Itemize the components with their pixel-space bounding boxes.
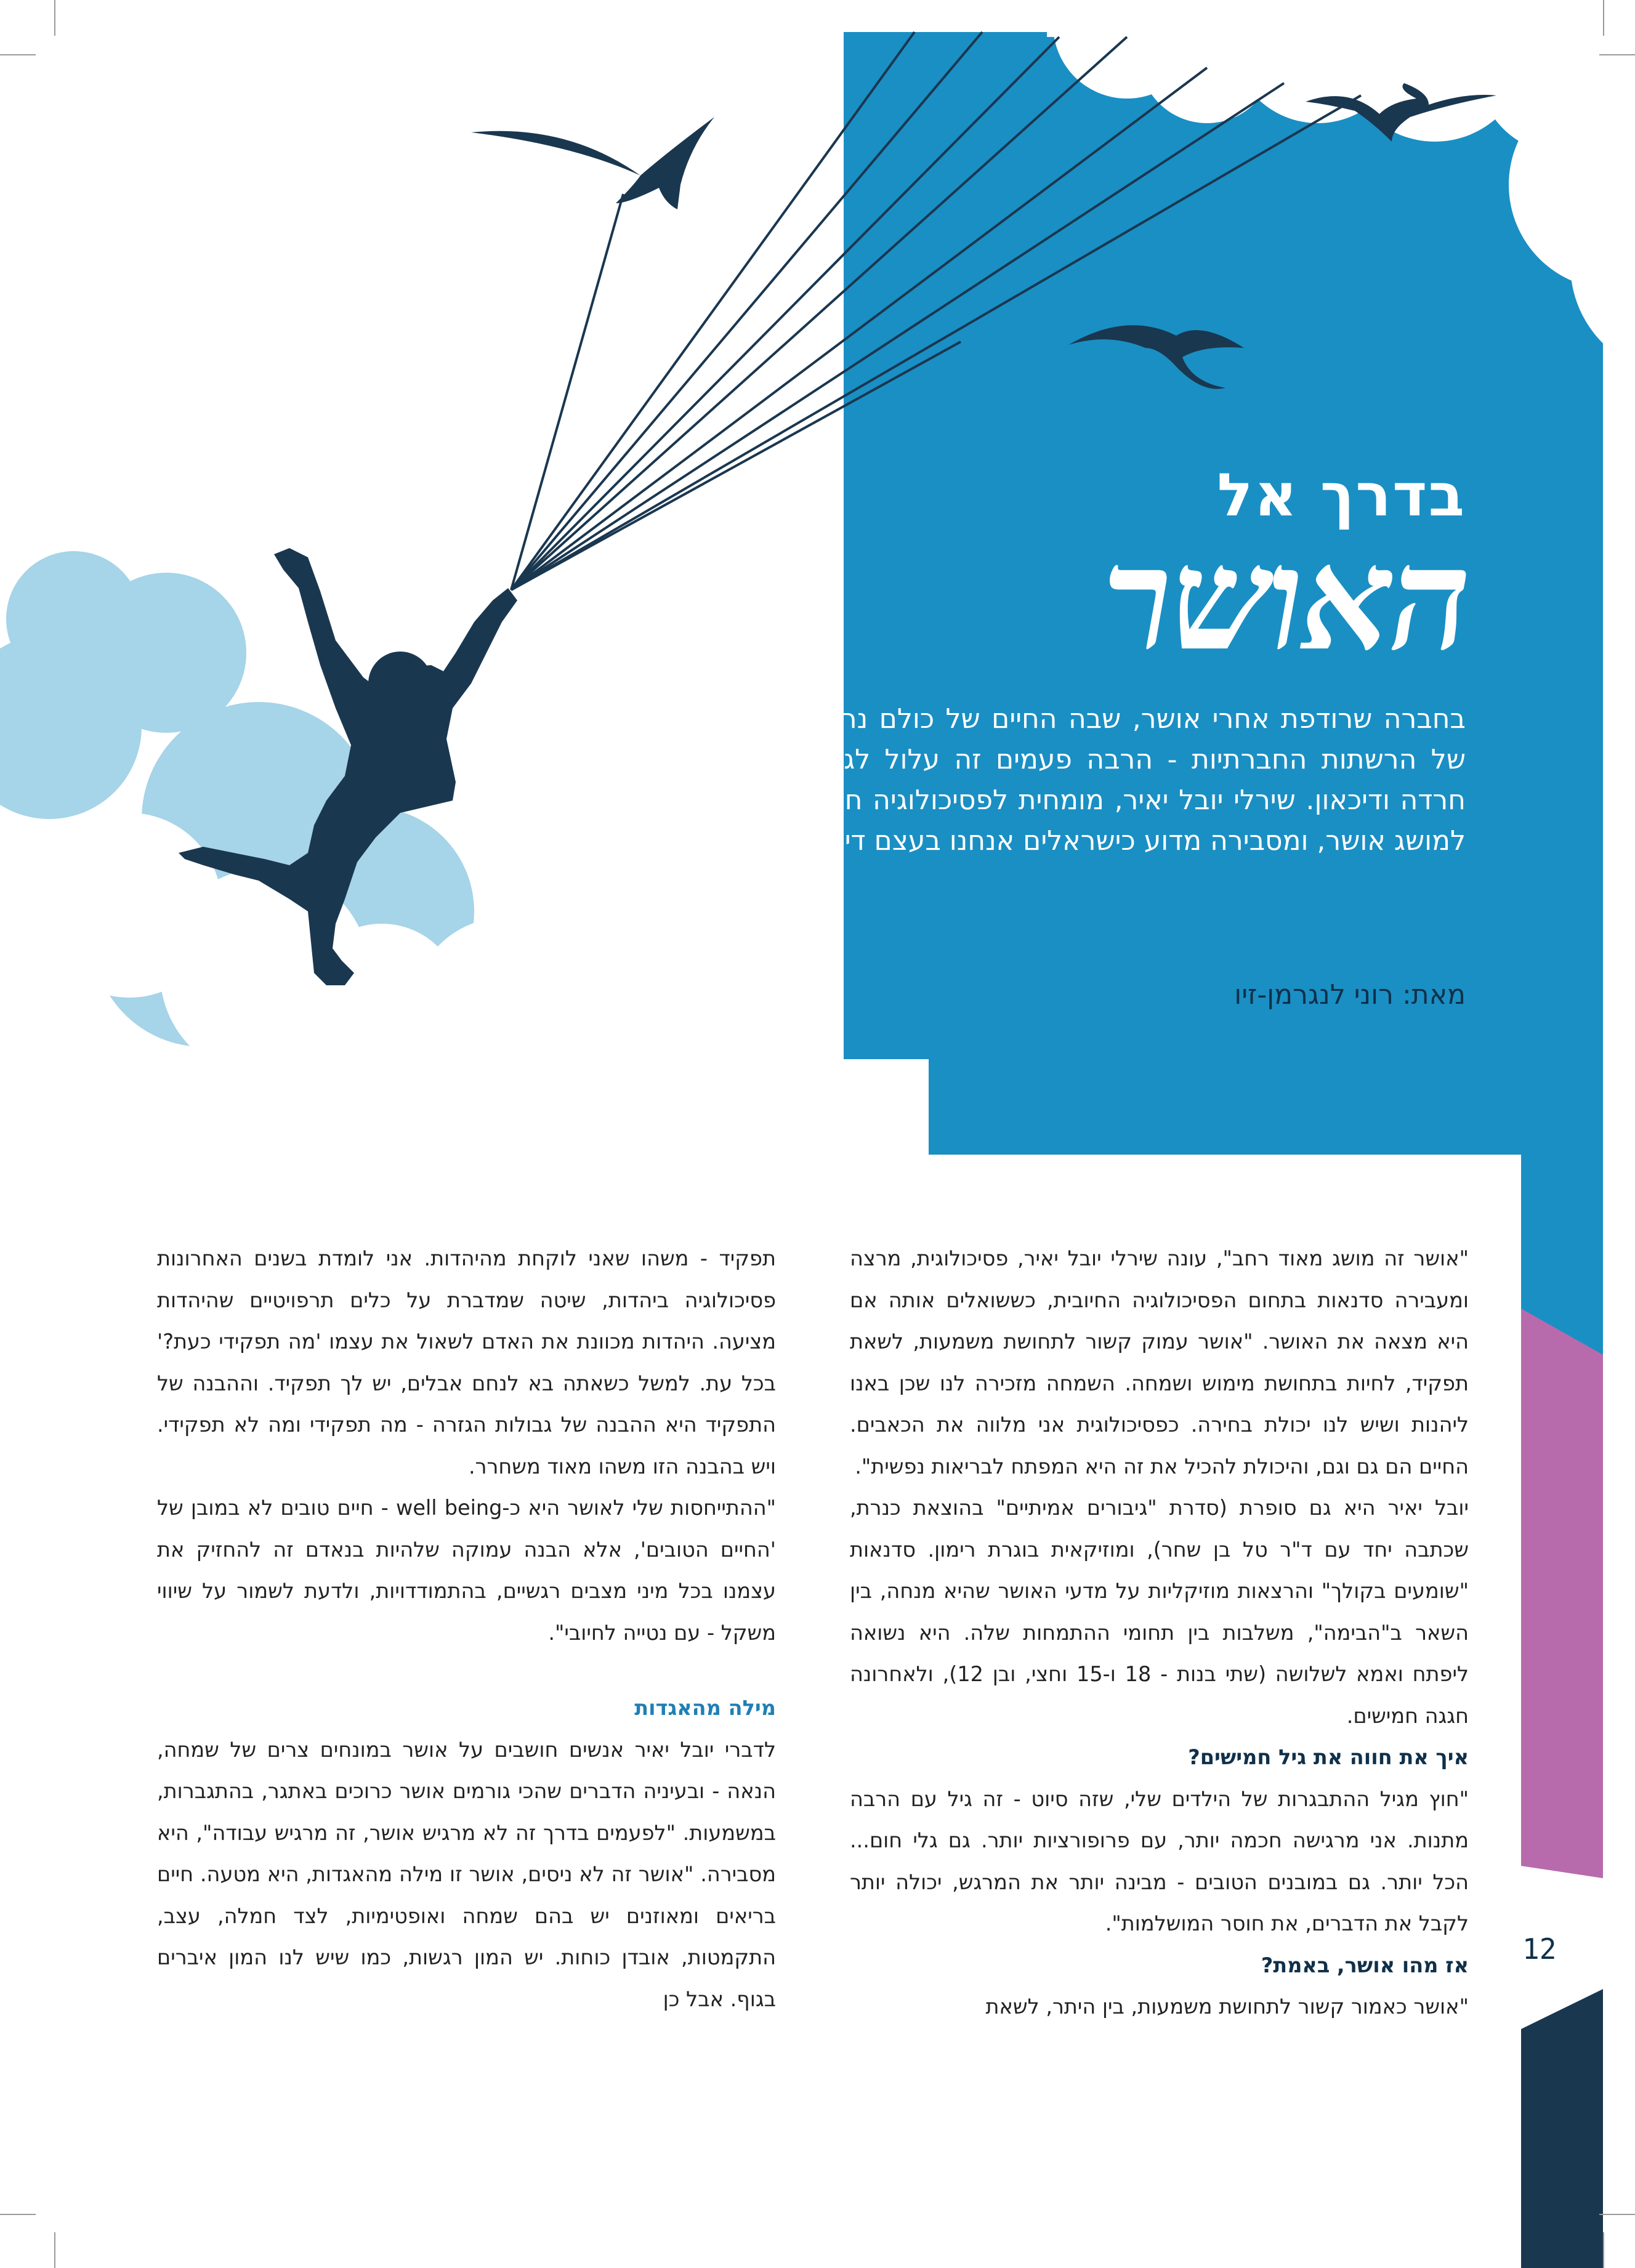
article-lead: בחברה שרודפת אחרי אושר, שבה החיים של כולם נראים מושלמים דרך הפילטרים של הרשתות החברתיות - הרבה פעמים זה עלול לגרור את האפקט ההפוך, של חרדה ודיכאון. שירלי יובל יאיר, מומחית לפסיכולוגיה חיובית, מציגה את הגרסה שלה למושג אושר, ומסבירה מדוע כישראלים אנחנו בעצם די מאושרים <box>505 703 1466 857</box>
interview-question: איך את חווה את גיל חמישים? <box>1188 1745 1469 1769</box>
article-title: האושר <box>1102 516 1469 682</box>
paragraph: "אושר כאמור קשור לתחושת משמעות, בין היתר, לשאת <box>985 1995 1469 2019</box>
crop-mark <box>0 2214 36 2215</box>
section-heading: מילה מהאגדות <box>634 1696 776 1720</box>
crop-mark <box>54 2232 55 2268</box>
article-subtitle: בדרך אל <box>1217 461 1466 530</box>
paragraph: יובל יאיר היא גם סופרת (סדרת "גיבורים אמיתיים" בהוצאת כנרת, שכתבה יחד עם ד"ר טל בן שחר), ומוזיקאית בוגרת רימון. סדנאות "שומעים בקולך" והרצאות מוזיקליות על מדעי האושר שהיא מנחה, בין השאר ב"הבימה", משלבות בין תחומי ההתמחות שלה. היא נשואה ליפתח ואמא לשלושה (שתי בנות - 18 ו-15 וחצי, ובן 12), ולאחרונה חגגה חמישים. <box>850 1496 1469 1728</box>
paragraph: תפקיד - משהו שאני לוקחת מהיהדות. אני לומדת בשנים האחרונות פסיכולוגיה ביהדות, שיטה שמדברת על כלים תרפויטיים שהיהדות מציעה. היהדות מכוונת את האדם לשאול את עצמו 'מה תפקידי כעת?' בכל עת. למשל כשאתה בא לנחם אבלים, יש לך תפקיד. וההבנה של התפקיד היא ההבנה של גבולות הגזרה - מה תפקידי ומה לא תפקידי. ויש בהבנה הזו משהו מאוד משחרר. <box>157 1246 776 1479</box>
paragraph: לדברי יובל יאיר אנשים חושבים על אושר במונחים צרים של שמחה, הנאה - ובעיניה הדברים שהכי גורמים אושר כרוכים באתגר, בהתגברות, במשמעות. "לפעמים בדרך זה לא מרגיש אושר, זה מרגיש עבודה", היא מסבירה. "אושר זה לא ניסים, אושר זו מילה מהאגדות, היא מטעה. חיים בריאים ומאוזנים יש בהם שמחה ואופטימיות, לצד חמלה, עצב, התקמטות, אובדן כוחות. יש המון רגשות, כמו שיש לנו המון איברים בגוף. אבל כן <box>157 1737 776 2011</box>
body-column-left <box>157 1238 776 2020</box>
page-number: 12 <box>1522 1932 1557 1966</box>
crop-mark <box>1603 0 1604 36</box>
crop-mark <box>1603 2232 1604 2268</box>
crop-mark <box>0 54 36 55</box>
crop-mark <box>1599 54 1635 55</box>
body-column-right <box>850 1238 1469 2028</box>
crop-mark <box>54 0 55 36</box>
article-byline: מאת: רוני לנגרמן-זיו <box>1234 979 1466 1011</box>
paragraph: "אושר זה מושג מאוד רחב", עונה שירלי יובל יאיר, פסיכולוגית, מרצה ומעבירה סדנאות בתחום הפסיכולוגיה החיובית, כששואלים אותה אם היא מצאה את האושר. "אושר עמוק קשור לתחושת משמעות, לשאת תפקיד, לחיות בתחושת מימוש ושמחה. השמחה מזכירה לנו שכן באנו ליהנות ושיש לנו יכולת בחירה. כפסיכולוגית אני מלווה את הכאבים. החיים הם גם וגם, והיכולת להכיל את זה היא המפתח לבריאות נפשית". <box>850 1246 1469 1479</box>
crop-mark <box>1599 2214 1635 2215</box>
paragraph: "חוץ מגיל ההתבגרות של הילדים שלי, שזה סיוט - זה גיל עם הרבה מתנות. אני מרגישה חכמה יותר, עם פרופורציות יותר. גם גלי חום... הכל יותר. גם במובנים הטובים - מבינה יותר את המרגש, יכולה יותר לקבל את הדברים, את חוסר המושלמות". <box>850 1786 1469 1935</box>
navy-corner-block <box>1521 1989 1603 2268</box>
paragraph: "ההתייחסות שלי לאושר היא כ-well being - חיים טובים לא במובן של 'החיים הטובים', אלא הבנה עמוקה שלהיות בנאדם זה להחזיק את עצמנו בכל מיני מצבים רגשיים, בהתמודדויות, ולדעת לשמור על שיווי משקל - עם נטייה לחיובי". <box>157 1496 777 1645</box>
interview-question: אז מהו אושר, באמת? <box>1261 1953 1469 1977</box>
purple-tab <box>1521 1309 1603 1878</box>
